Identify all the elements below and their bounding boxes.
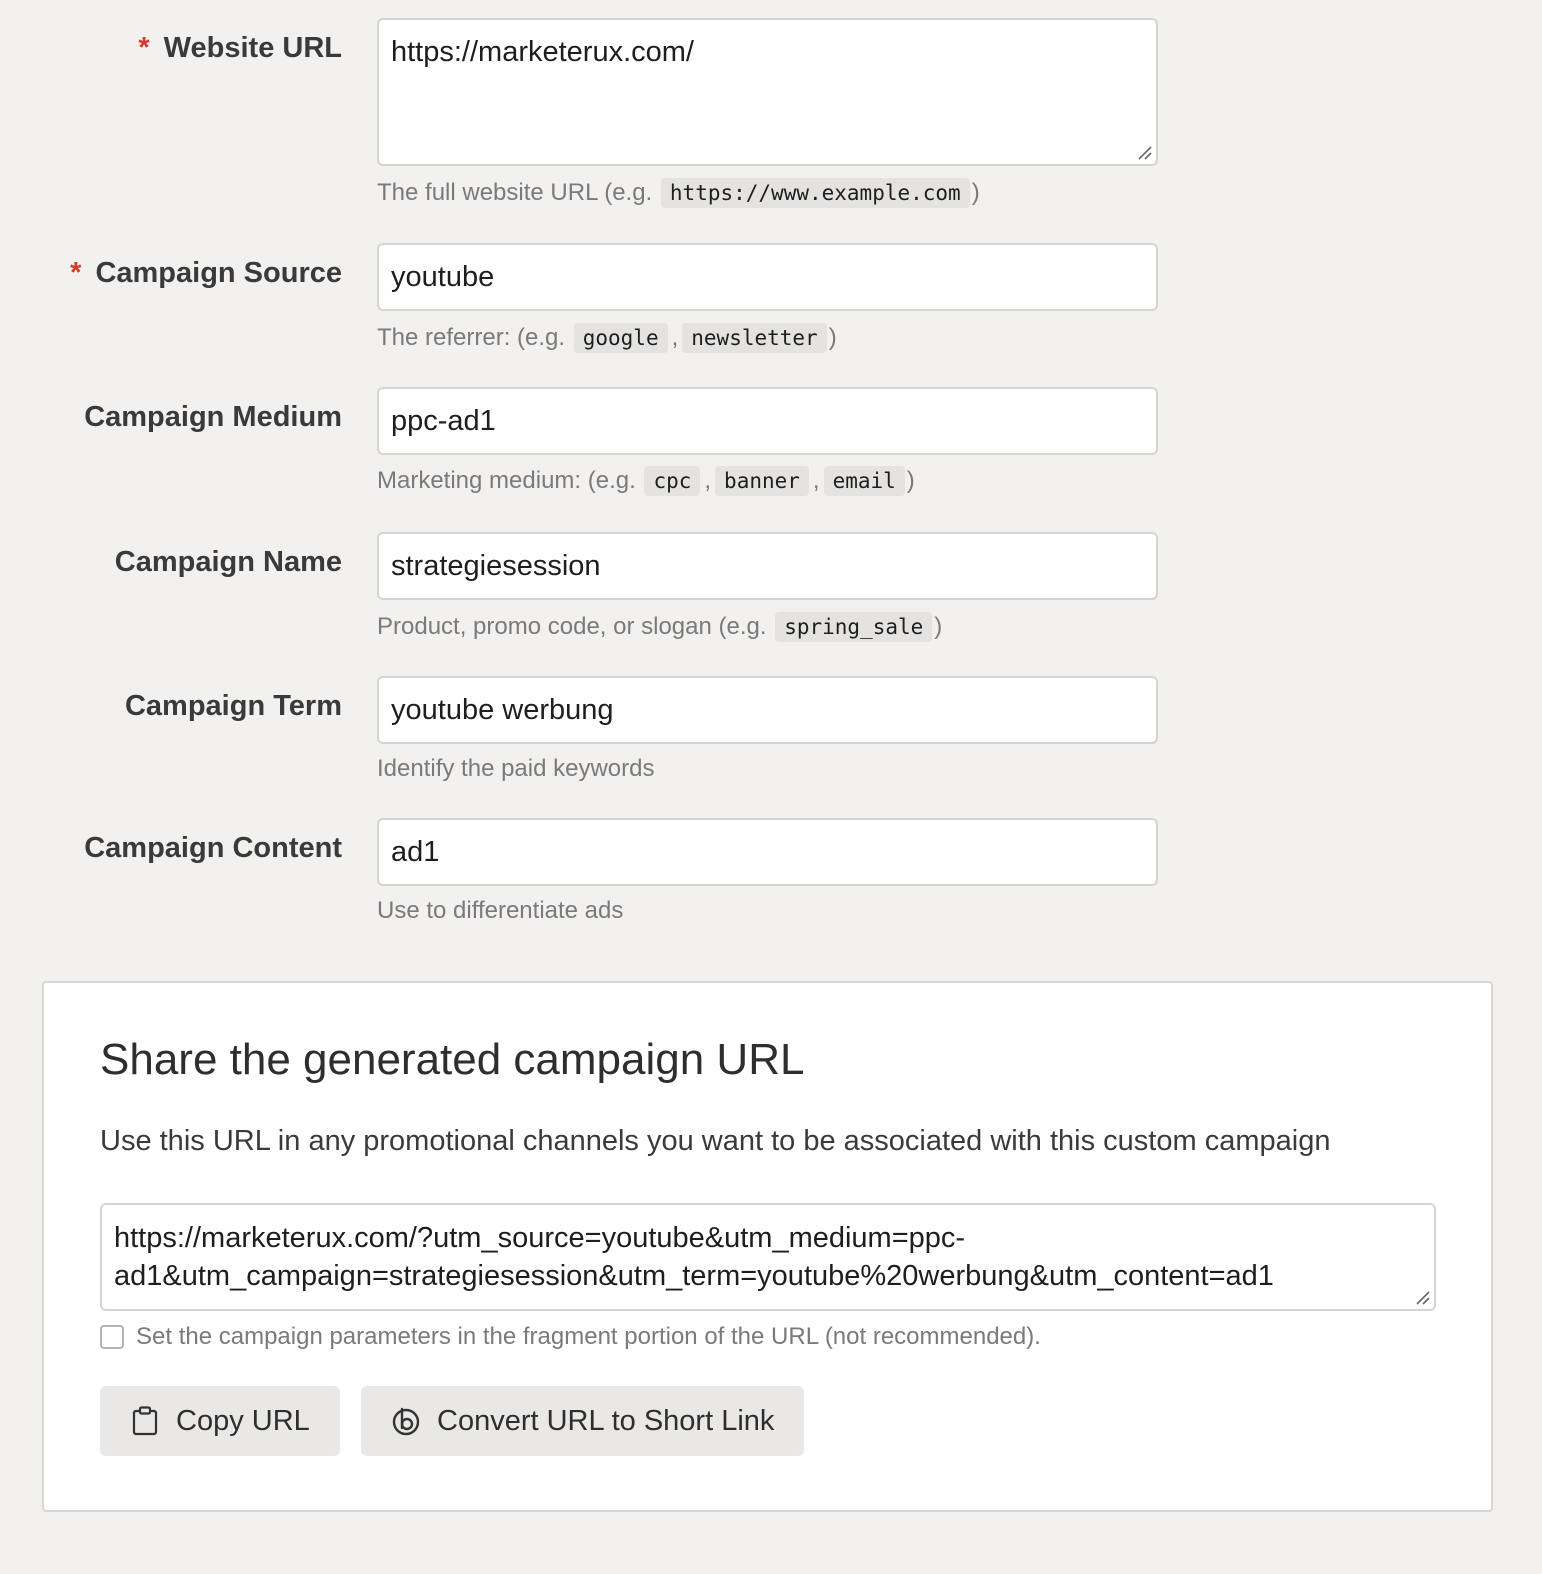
website-url-hint: The full website URL (e.g. https://www.example.com ) [377,179,980,206]
campaign-source-input[interactable]: youtube [377,243,1158,311]
campaign-term-label: Campaign Term [124,690,342,722]
generated-url-output[interactable] [100,1203,1436,1311]
resize-grip-icon[interactable] [1414,1289,1430,1305]
convert-short-link-label: Convert URL to Short Link [437,1404,775,1437]
campaign-medium-label: Campaign Medium [84,401,342,433]
campaign-content-input[interactable]: ad1 [377,818,1158,886]
bitly-icon [391,1405,421,1437]
hint-code: https://www.example.com [661,178,970,208]
campaign-term-hint: Identify the paid keywords [377,755,655,782]
campaign-name-label: Campaign Name [114,546,342,578]
campaign-medium-input[interactable]: ppc-ad1 [377,387,1158,455]
website-url-input[interactable]: https://marketerux.com/ [377,18,1158,166]
campaign-name-hint: Product, promo code, or slogan (e.g. spring_sale ) [377,613,943,640]
resize-grip-icon[interactable] [1136,144,1152,160]
hint-code: cpc [644,466,700,496]
campaign-term-input[interactable]: youtube werbung [377,676,1158,744]
share-description: Use this URL in any promotional channels you want to be associated with this custom campaign [100,1125,1331,1157]
hint-code: spring_sale [775,612,932,642]
campaign-content-hint: Use to differentiate ads [377,897,624,924]
share-url-panel [42,981,1493,1512]
generated-url-line: ad1&utm_campaign=strategiesession&utm_term=youtube%20werbung&utm_content=ad1 [114,1260,1274,1292]
campaign-source-hint: The referrer: (e.g. google , newsletter ) [377,324,837,351]
copy-url-label: Copy URL [176,1404,310,1437]
hint-code: email [824,466,905,496]
copy-url-button[interactable] [100,1386,340,1456]
campaign-content-label: Campaign Content [84,832,342,864]
share-title: Share the generated campaign URL [100,1035,805,1084]
generated-url-line: https://marketerux.com/?utm_source=youtube&utm_medium=ppc- [114,1222,966,1254]
convert-short-link-button[interactable] [361,1386,804,1456]
website-url-label: * Website URL [138,32,342,64]
campaign-name-input[interactable]: strategiesession [377,532,1158,600]
required-marker: * [138,32,150,64]
fragment-checkbox-label: Set the campaign parameters in the fragment portion of the URL (not recommended). [136,1323,1041,1350]
fragment-checkbox[interactable] [100,1325,124,1349]
campaign-medium-hint: Marketing medium: (e.g. cpc , banner , email ) [377,467,915,494]
clipboard-icon [130,1405,160,1437]
hint-code: banner [715,466,809,496]
campaign-source-label: * Campaign Source [70,257,342,289]
required-marker: * [70,257,82,289]
hint-code: google [574,323,668,353]
fragment-checkbox-row[interactable] [100,1323,1041,1351]
hint-code: newsletter [682,323,826,353]
